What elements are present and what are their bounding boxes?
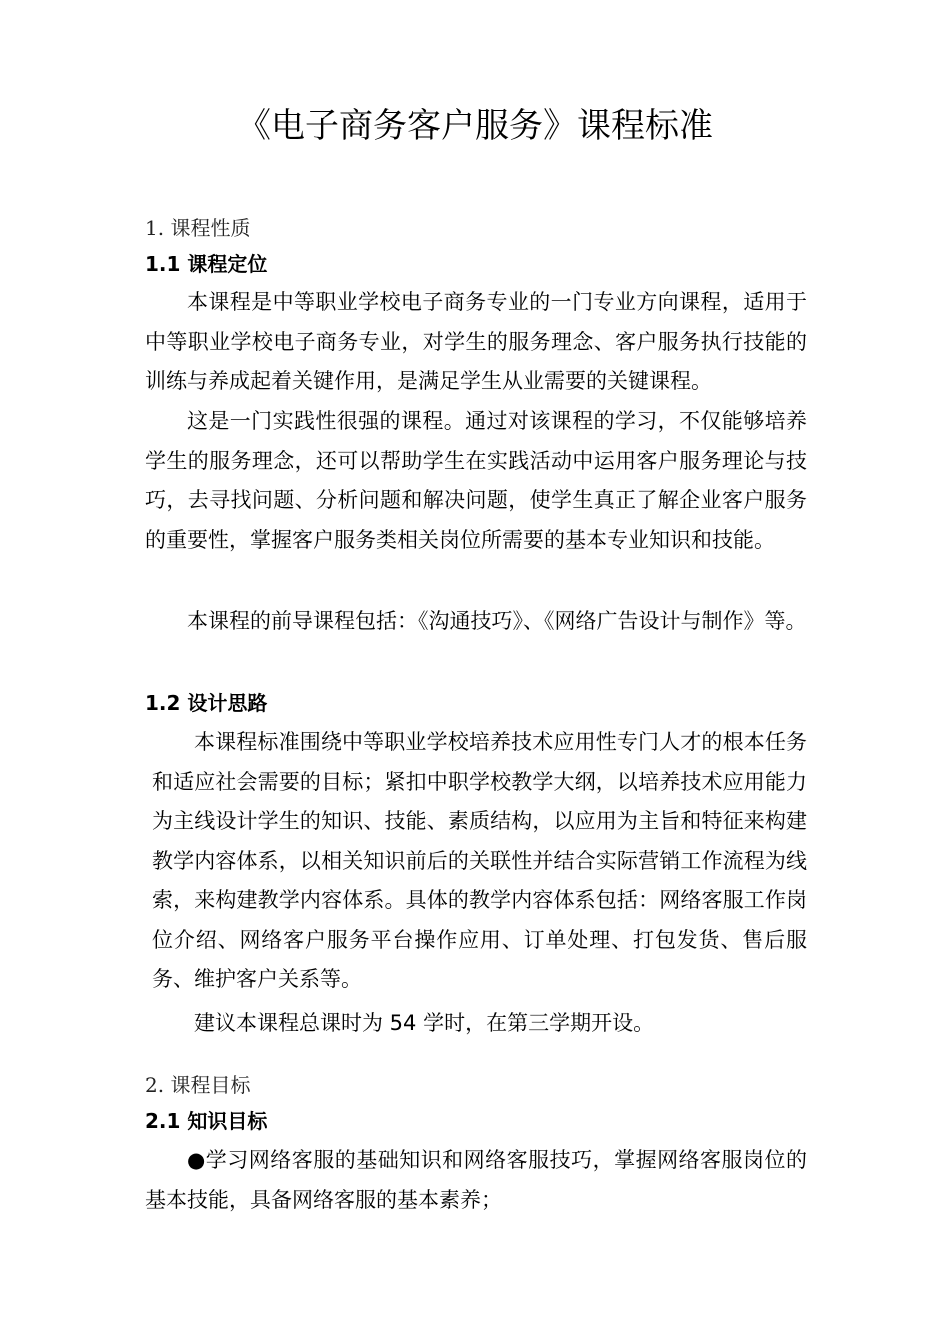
- subsection-heading-knowledge-objectives: 2.1 知识目标: [145, 1109, 268, 1133]
- paragraph-design-approach: 本课程标准围绕中等职业学校培养技术应用性专门人才的根本任务和适应社会需要的目标；紧扣中职学校教学大纲，以培养技术应用能力为主线设计学生的知识、技能、素质结构，以应用为主旨和特征来构建教学内容体系，以相关知识前后的关联性并结合实际营销工作流程为线索，来构建教学内容体系。具体的教学内容体系包括：网络客服工作岗位介绍、网络客户服务平台操作应用、订单处理、打包发货、售后服务、维护客户关系等。: [152, 730, 807, 991]
- paragraph-course-positioning-2: 这是一门实践性很强的课程。通过对该课程的学习，不仅能够培养学生的服务理念，还可以帮助学生在实践活动中运用客户服务理论与技巧，去寻找问题、分析问题和解决问题，使学生真正了解企业客户服务的重要性，掌握客户服务类相关岗位所需要的基本专业知识和技能。: [145, 409, 807, 552]
- subsection-heading-course-positioning: 1.1 课程定位: [145, 252, 268, 276]
- section-heading-course-objectives: 2. 课程目标: [145, 1073, 251, 1097]
- subsection-heading-design-approach: 1.2 设计思路: [145, 691, 268, 715]
- document-title: 《电子商务客户服务》课程标准: [237, 106, 713, 146]
- paragraph-course-hours: 建议本课程总课时为 54 学时，在第三学期开设。: [194, 1011, 655, 1035]
- paragraph-course-positioning-1: 本课程是中等职业学校电子商务专业的一门专业方向课程，适用于中等职业学校电子商务专业，对学生的服务理念、客户服务执行技能的训练与养成起着关键作用，是满足学生从业需要的关键课程。: [145, 290, 807, 393]
- paragraph-prerequisite-courses: 本课程的前导课程包括：《沟通技巧》、《网络广告设计与制作》等。: [187, 609, 807, 633]
- paragraph-knowledge-objective-1: ●学习网络客服的基础知识和网络客服技巧，掌握网络客服岗位的基本技能，具备网络客服的基本素养；: [145, 1148, 807, 1212]
- section-heading-course-nature: 1. 课程性质: [145, 216, 251, 240]
